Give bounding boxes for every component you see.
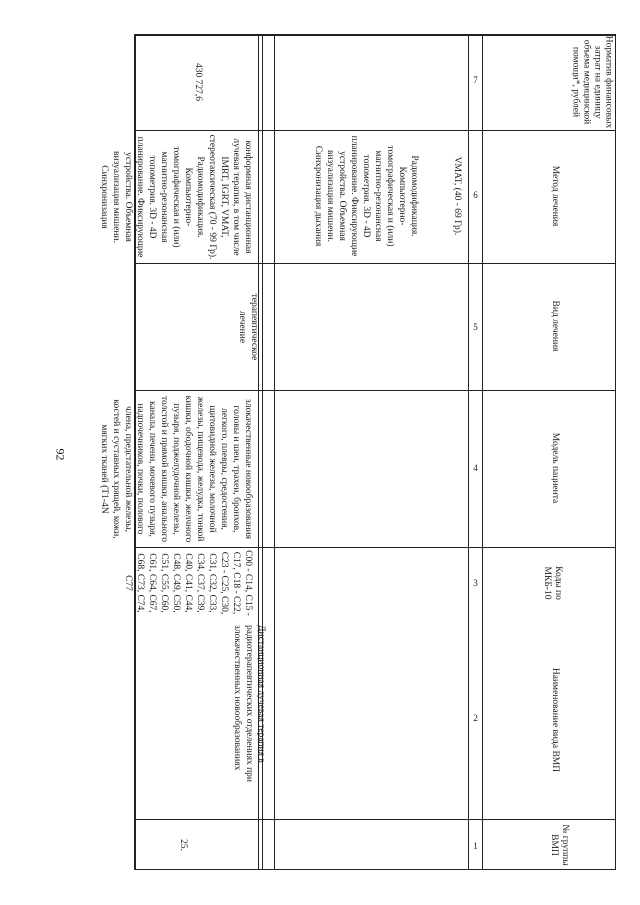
prev-row-method-vmat: VMAT, (40 - 69 Гр). (452, 156, 462, 236)
header-method-cell (483, 131, 617, 263)
column-number-2: 2 (473, 713, 478, 723)
row25-number-cell (135, 820, 258, 871)
column-number-1: 1 (473, 841, 478, 851)
column-number-6: 6 (473, 190, 478, 200)
row25-cost: 430 727,6 (193, 63, 203, 101)
row25-patient-model: злокачественные новообразования головы и шеи, трахеи, бронхов, легкого, плевры, средостения, щитовидной железы, молочной железы, пищевода, желудка, тонкой кишки, ободочной кишки, желчного пузыря, поджелудочной железы, толстой и прямой кишки, анального канала, печени, мочевого пузыря, надпочечников, почки, полового члена, предстательной железы, костей и суставных хрящей, кожи, мягких тканей (T1-4N (99, 395, 253, 543)
header-treatment-type-cell (483, 264, 617, 390)
prev-row-method-details: Радиомодификация. Компьютерно-томографическая и (или) магнитно-резонансная топометрия. 3D - 4D планирование. Фиксирующие устройства. Объемная визуализация мишени. Синхронизация дыхания (313, 135, 419, 257)
header-group-number-cell (483, 820, 617, 871)
header-group-number: № группы ВМП (549, 824, 570, 866)
row25-method-cell (99, 131, 258, 263)
row25-treatment-type-cell (135, 264, 258, 390)
column-number-3: 3 (473, 578, 478, 588)
data-table (99, 34, 616, 870)
header-vmp-name: Наименование вида ВМП (550, 667, 560, 773)
header-cost: Норматив финансовых затрат на единицу объема медицинской помощи*, рублей (570, 35, 614, 129)
header-model-cell (483, 391, 617, 547)
row25-vmp-name: Дистанционная лучевая терапия в радиотерапевтических отделениях при злокачественных новообразованиях (232, 625, 266, 783)
header-patient-model: Модель пациента (550, 432, 560, 504)
row25-cost-cell (135, 35, 258, 130)
column-number-7: 7 (473, 75, 478, 85)
header-method: Метод лечения (550, 165, 560, 227)
header-cost-cell (483, 35, 617, 130)
prev-row-method-cell (275, 131, 468, 263)
column-number-5: 5 (473, 322, 478, 332)
page-number: 92 (53, 448, 68, 461)
column-number-4: 4 (473, 463, 478, 473)
row25-treatment-type: терапевтическое лечение (237, 293, 259, 361)
header-treatment-type: Вид лечения (550, 300, 560, 352)
row25-method: конформная дистанционная лучевая терапия, в том числе IMRT, IGRT, VMAT, стереотаксическая (70 - 99 Гр). Радиомодификация. Компьютерно-томографическая и (или) магнитно-резонансная топометрия. 3D - 4D планирование. Фиксирующие устройства. Объемная визуализация мишени. Синхронизация (99, 134, 253, 260)
row25-codes-cell (123, 548, 258, 619)
row25-codes: C00 - C14, C15 - C17, C18 - C22, C23 - C25, C30, C31, C32, C33, C34, C37, C39, C40, C41, C44, C48, C49, C50, C51, C55, C60, C61, C64, C67, C68, C73, C74, C77 (123, 550, 253, 616)
header-codes-cell (483, 548, 617, 619)
row25-name-cell (135, 620, 266, 819)
row25-group-number: 25. (178, 839, 188, 851)
header-codes: Коды по МКБ-10 (542, 566, 563, 600)
header-name-cell (483, 620, 617, 819)
row25-patient-model-cell (99, 391, 258, 547)
